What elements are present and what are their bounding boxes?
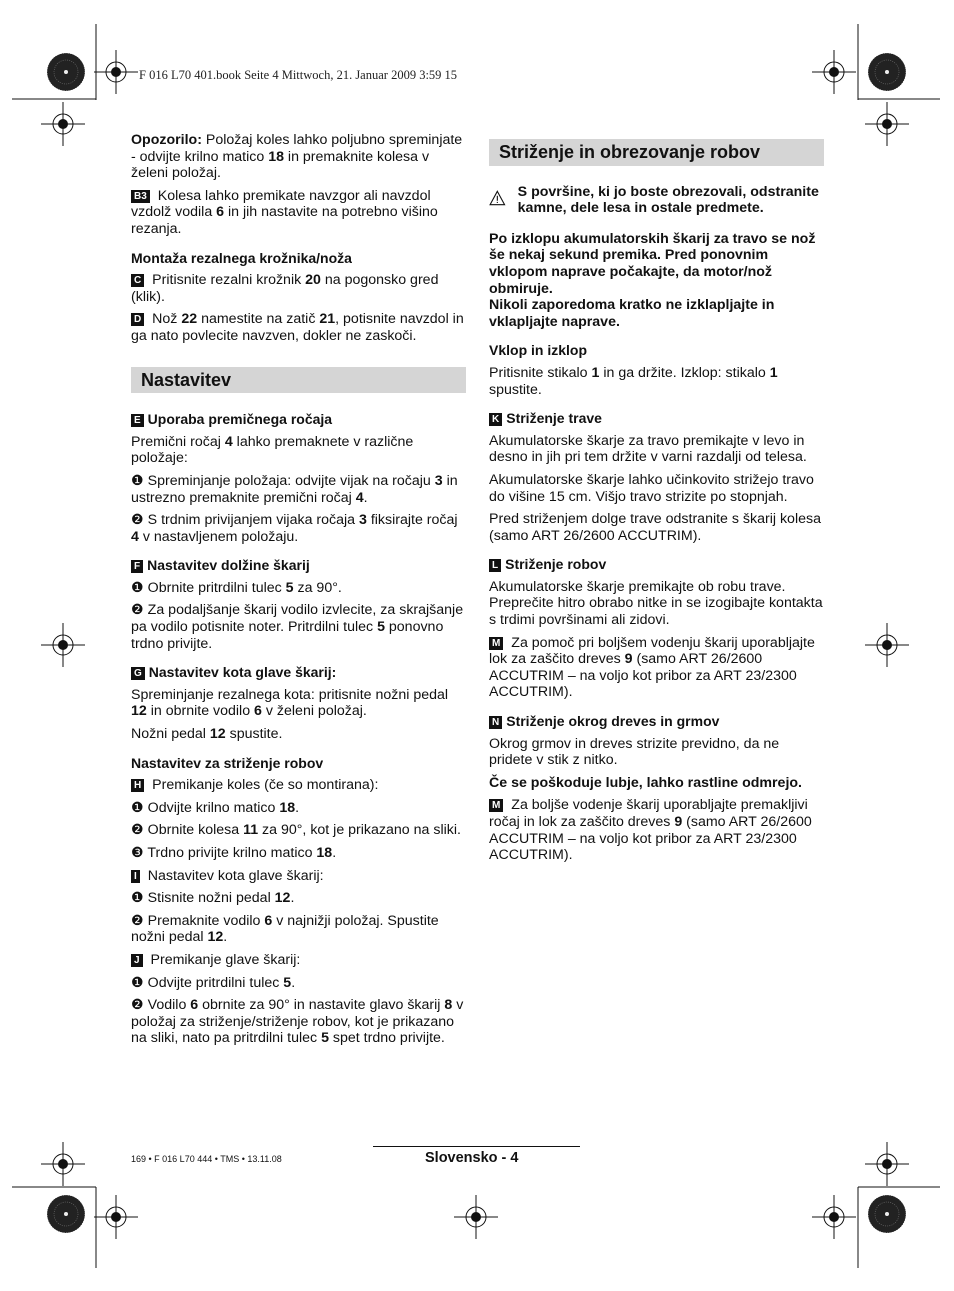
mount-heading: Montaža rezalnega krožnika/noža: [131, 249, 352, 266]
safety-text: Nikoli zaporedoma kratko ne izklapljajte in vklapljajte naprave.: [489, 297, 775, 330]
crosshair-icon: [94, 1195, 138, 1239]
note-paragraph: Opozorilo: Položaj koles lahko poljubno spreminjate - odvijte krilno matico 18 in premaknite kolesa v želeni položaj.: [131, 132, 463, 182]
m-paragraph: M Za boljše vodenje škarij uporabljajte premakljivi ročaj in lok za zaščito dreves 9 (samo ART 26/2600 ACCUTRIM – na voljo kot pribor za ART 23/2300 ACCUTRIM).: [489, 797, 812, 864]
step: ❶ Odvijte pritrdilni tulec 5.: [131, 974, 296, 991]
l-heading: L Striženje robov: [489, 556, 824, 573]
crosshair-icon: [812, 50, 856, 94]
m-paragraph: M Za pomoč pri boljšem vodenju škarij uporabljajte lok za zaščito dreves 9 (samo ART 26/2600 ACCUTRIM – na voljo kot pribor za ART 23/2300 ACCUTRIM).: [489, 634, 815, 701]
registration-star-icon: [47, 1195, 85, 1233]
crosshair-icon: [41, 623, 85, 667]
section-heading-strizenje: Striženje in obrezovanje robov: [489, 139, 824, 166]
step: ❶ Spreminjanje položaja: odvijte vijak na ročaju 3 in ustrezno premaknite premični ročaj 4.: [131, 472, 458, 506]
print-header: F 016 L70 401.book Seite 4 Mittwoch, 21. Januar 2009 3:59 15: [139, 68, 458, 82]
page-label: Slovensko - 4: [425, 1150, 519, 1166]
safety-text: Po izklopu akumulatorskih škarij za travo se nož še nekaj sekund premika. Pred ponovnim vklopom naprave počakajte, da motor/nož obmiruje.: [489, 230, 816, 297]
figure-label-b3: B3: [131, 190, 150, 203]
crosshair-icon: [865, 102, 909, 146]
step: ❷ S trdnim privijanjem vijaka ročaja 3 fiksirajte ročaj 4 v nastavljenem položaju.: [131, 512, 458, 545]
figure-label-h: H: [131, 779, 144, 792]
right-column: Striženje in obrezovanje robov S površine, ki jo boste obrezovali, odstranite kamne, dele lesa in ostale predmete. Po izklopu akumulatorskih škarij za travo se nož še nekaj sekund premika. Pred ponovnim vklopom naprave počakajte, da motor/nož obmiruje. Nikoli zaporedoma kratko ne izklapljajte in vklapljajte naprave. Vklop in izklop Pritisnite stikalo 1 in ga držite. Izklop: stikalo 1 spustite. K Striženje trave Akumulatorske škarje za travo premikajte v levo in desno in jih pri tem držite v varni razdalji od telesa. Akumulatorske škarje lahko učinkovito strižejo travo do višine 15 cm. Višjo travo strizite po stopnjah. Pred striženjem dolge trave odstranite s škarij kolesa (samo ART 26/2600 ACCUTRIM). L Striženje robov Akumulatorske škarje premikajte ob robu trave. Preprečite hitro obrabo nitke in se izogibajte kontakta s trdimi površinami ali zidovi. M Za pomoč pri boljšem vodenju škarij uporabljajte lok za zaščito dreves 9 (samo ART 26/2600 ACCUTRIM – na voljo kot pribor za ART 23/2300 ACCUTRIM). N Striženje okrog dreves in grmov Okrog grmov in dreves strizite previdno, da ne pridete v stik z nitko. Če se poškoduje lubje, lahko rastline odmrejo. M Za boljše vodenje škarij uporabljajte premakljivi ročaj in lok za zaščito dreves 9 (samo ART 26/2600 ACCUTRIM – na voljo kot pribor za ART 23/2300 ACCUTRIM).: [489, 139, 824, 870]
crosshair-icon: [41, 102, 85, 146]
registration-star-icon: [868, 53, 906, 91]
step: ❷ Za podaljšanje škarij vodilo izvlecite, za skrajšanje pa vodilo potisnite noter. Pritrdilni tulec 5 ponovno trdno privijte.: [131, 602, 464, 652]
crosshair-icon: [812, 1195, 856, 1239]
step: ❶ Obrnite pritrdilni tulec 5 za 90°.: [131, 579, 342, 596]
crosshair-icon: [454, 1195, 498, 1239]
step: ❶ Stisnite nožni pedal 12.: [131, 890, 295, 907]
footer-print-code: 169 • F 016 L70 444 • TMS • 13.11.08: [131, 1154, 282, 1164]
figure-label-j: J: [131, 954, 143, 967]
step: ❸ Trdno privijte krilno matico 18.: [131, 845, 337, 861]
figure-label-i: I: [131, 870, 140, 883]
warning-text: S površine, ki jo boste obrezovali, odstranite kamne, dele lesa in ostale predmete.: [517, 183, 819, 217]
step: ❷ Obrnite kolesa 11 za 90°, kot je prikazano na sliki.: [131, 822, 461, 839]
c-paragraph: C Pritisnite rezalni krožnik 20 na pogonsko gred (klik).: [131, 272, 439, 305]
edge-heading: Nastavitev za striženje robov: [131, 754, 324, 771]
figure-label-d: D: [131, 313, 144, 326]
crosshair-icon: [865, 623, 909, 667]
e-heading: E Uporaba premičnega ročaja: [131, 411, 466, 428]
footer-rule: [373, 1146, 580, 1147]
registration-star-icon: [47, 53, 85, 91]
crosshair-icon: [41, 1142, 85, 1186]
step: ❷ Vodilo 6 obrnite za 90° in nastavite glavo škarij 8 v položaj za striženje/striženje robov, kot je prikazano na sliki, nato pa pritrdilni tulec 5 spet trdno privijte.: [131, 997, 464, 1047]
figure-label-m: M: [489, 799, 503, 812]
n-heading: N Striženje okrog dreves in grmov: [489, 713, 824, 730]
crosshair-icon: [94, 50, 138, 94]
d-paragraph: D Nož 22 namestite na zatič 21, potisnite navzdol in ga nato povlecite navzven, dokler ne zaskoči.: [131, 311, 464, 344]
left-column: Opozorilo: Položaj koles lahko poljubno spreminjate - odvijte krilno matico 18 in premaknite kolesa v želeni položaj. B3 Kolesa lahko premikate navzgor ali navzdol vzdolž vodila 6 in jih nastavite na potrebno višino rezanja. Montaža rezalnega krožnika/noža C Pritisnite rezalni krožnik 20 na pogonsko gred (klik). D Nož 22 namestite na zatič 21, potisnite navzdol in ga nato povlecite navzven, dokler ne zaskoči. Nastavitev E Uporaba premičnega ročaja Premični ročaj 4 lahko premaknete v različne položaje: ❶ Spreminjanje položaja: odvijte vijak na ročaju 3 in ustrezno premaknite premični ročaj 4. ❷ S trdnim privijanjem vijaka ročaja 3 fiksirajte ročaj 4 v nastavljenem položaju. F Nastavitev dolžine škarij ❶ Obrnite pritrdilni tulec 5 za 90°. ❷ Za podaljšanje škarij vodilo izvlecite, za skrajšanje pa vodilo potisnite noter. Pritrdilni tulec 5 ponovno trdno privijte. G Nastavitev kota glave škarij: Spreminjanje rezalnega kota: pritisnite nožni pedal 12 in obrnite vodilo 6 v želeni položaj. Nožni pedal 12 spustite. Nastavitev za striženje robov H Premikanje koles (če so montirana): ❶ Odvijte krilno matico 18. ❷ Obrnite kolesa 11 za 90°, kot je prikazano na sliki. ❸ Trdno privijte krilno matico 18. I Nastavitev kota glave škarij: ❶ Stisnite nožni pedal 12. ❷ Premaknite vodilo 6 v najnižji položaj. Spustite nožni pedal 12. J Premikanje glave škarij: ❶ Odvijte pritrdilni tulec 5. ❷ Vodilo 6 obrnite za 90° in nastavite glavo škarij 8 v položaj za striženje/striženje robov, kot je prikazano na sliki, nato pa pritrdilni tulec 5 spet trdno privijte.: [131, 132, 466, 1053]
g-heading: G Nastavitev kota glave škarij:: [131, 664, 466, 681]
onoff-heading: Vklop in izklop: [489, 342, 588, 359]
registration-star-icon: [868, 1195, 906, 1233]
warning-triangle-icon: [489, 184, 506, 212]
step: ❷ Premaknite vodilo 6 v najnižji položaj. Spustite nožni pedal 12.: [131, 912, 439, 946]
crosshair-icon: [865, 1142, 909, 1186]
k-heading: K Striženje trave: [489, 410, 824, 427]
step: ❶ Odvijte krilno matico 18.: [131, 799, 300, 816]
figure-label-c: C: [131, 274, 144, 287]
warning-block: [489, 184, 824, 217]
section-heading-nastavitev: Nastavitev: [131, 367, 466, 394]
f-heading: F Nastavitev dolžine škarij: [131, 557, 466, 574]
b3-paragraph: B3 Kolesa lahko premikate navzgor ali navzdol vzdolž vodila 6 in jih nastavite na potrebno višino rezanja.: [131, 187, 438, 237]
figure-label-m: M: [489, 637, 503, 650]
